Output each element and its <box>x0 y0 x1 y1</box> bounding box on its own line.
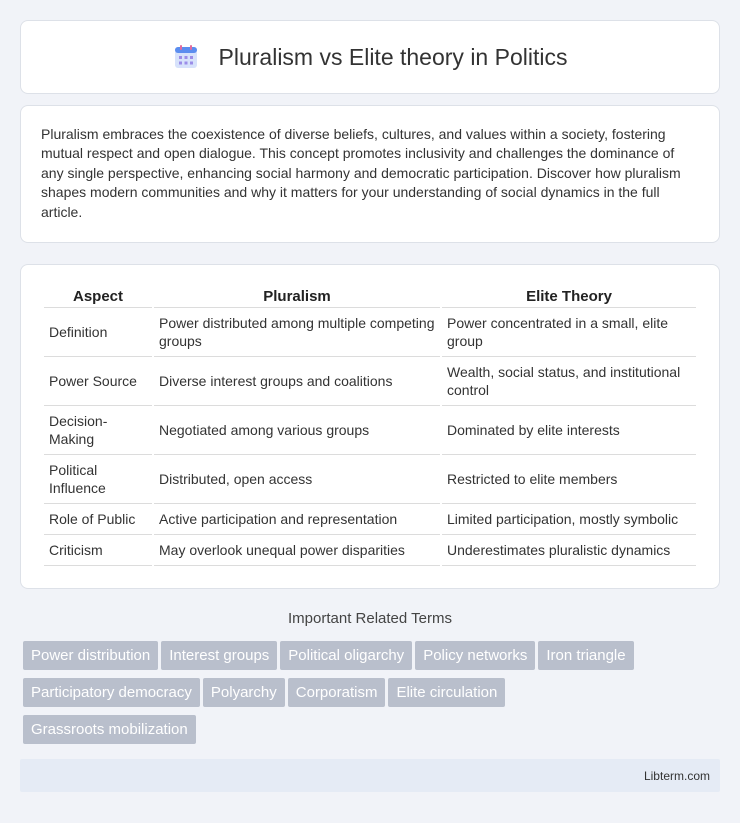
related-term-tag[interactable]: Elite circulation <box>388 678 505 707</box>
related-term-tag[interactable]: Political oligarchy <box>280 641 412 670</box>
comparison-table <box>42 283 698 566</box>
column-header-aspect: Aspect <box>44 283 152 308</box>
table-cell: Role of Public <box>44 504 152 535</box>
footer-site-link[interactable]: Libterm.com <box>643 769 710 783</box>
footer <box>20 759 720 792</box>
table-row <box>44 308 696 357</box>
table-row <box>44 535 696 566</box>
table-row <box>44 455 696 504</box>
table-cell: Definition <box>44 308 152 357</box>
table-cell: Underestimates pluralistic dynamics <box>442 535 696 566</box>
table-cell: Limited participation, mostly symbolic <box>442 504 696 535</box>
related-term-tag[interactable]: Polyarchy <box>203 678 285 707</box>
table-cell: Power Source <box>44 357 152 406</box>
related-term-tag[interactable]: Power distribution <box>23 641 158 670</box>
table-cell: Dominated by elite interests <box>442 406 696 455</box>
page-title: Pluralism vs Elite theory in Politics <box>218 43 568 70</box>
comparison-table-card <box>20 264 720 589</box>
related-terms-list <box>23 641 723 752</box>
table-cell: Distributed, open access <box>154 455 440 504</box>
table-cell: Decision-Making <box>44 406 152 455</box>
table-row <box>44 357 696 406</box>
table-cell: Power concentrated in a small, elite group <box>442 308 696 357</box>
column-header-elite-theory: Elite Theory <box>442 283 696 308</box>
related-term-tag[interactable]: Grassroots mobilization <box>23 715 196 744</box>
table-row <box>44 504 696 535</box>
table-cell: May overlook unequal power disparities <box>154 535 440 566</box>
header-card <box>20 20 720 94</box>
table-row <box>44 406 696 455</box>
table-cell: Political Influence <box>44 455 152 504</box>
intro-text: Pluralism embraces the coexistence of diverse beliefs, cultures, and values within a society, fostering mutual respect and open dialogue. This concept promotes inclusivity and challenges the dominance of any single perspective, enhancing social harmony and democratic participation. Discover how pluralism shapes modern communities and why it matters for your understanding of social dynamics in the full article. <box>41 126 681 220</box>
related-term-tag[interactable]: Policy networks <box>415 641 535 670</box>
table-cell: Diverse interest groups and coalitions <box>154 357 440 406</box>
intro-card <box>20 105 720 243</box>
table-cell: Active participation and representation <box>154 504 440 535</box>
related-term-tag[interactable]: Iron triangle <box>538 641 633 670</box>
table-cell: Negotiated among various groups <box>154 406 440 455</box>
related-term-tag[interactable]: Corporatism <box>288 678 386 707</box>
table-cell: Power distributed among multiple competing groups <box>154 308 440 357</box>
related-term-tag[interactable]: Participatory democracy <box>23 678 200 707</box>
related-terms-title: Important Related Terms <box>288 610 452 627</box>
table-cell: Criticism <box>44 535 152 566</box>
calendar-icon <box>173 44 199 70</box>
table-cell: Restricted to elite members <box>442 455 696 504</box>
related-term-tag[interactable]: Interest groups <box>161 641 277 670</box>
table-cell: Wealth, social status, and institutional control <box>442 357 696 406</box>
column-header-pluralism: Pluralism <box>154 283 440 308</box>
